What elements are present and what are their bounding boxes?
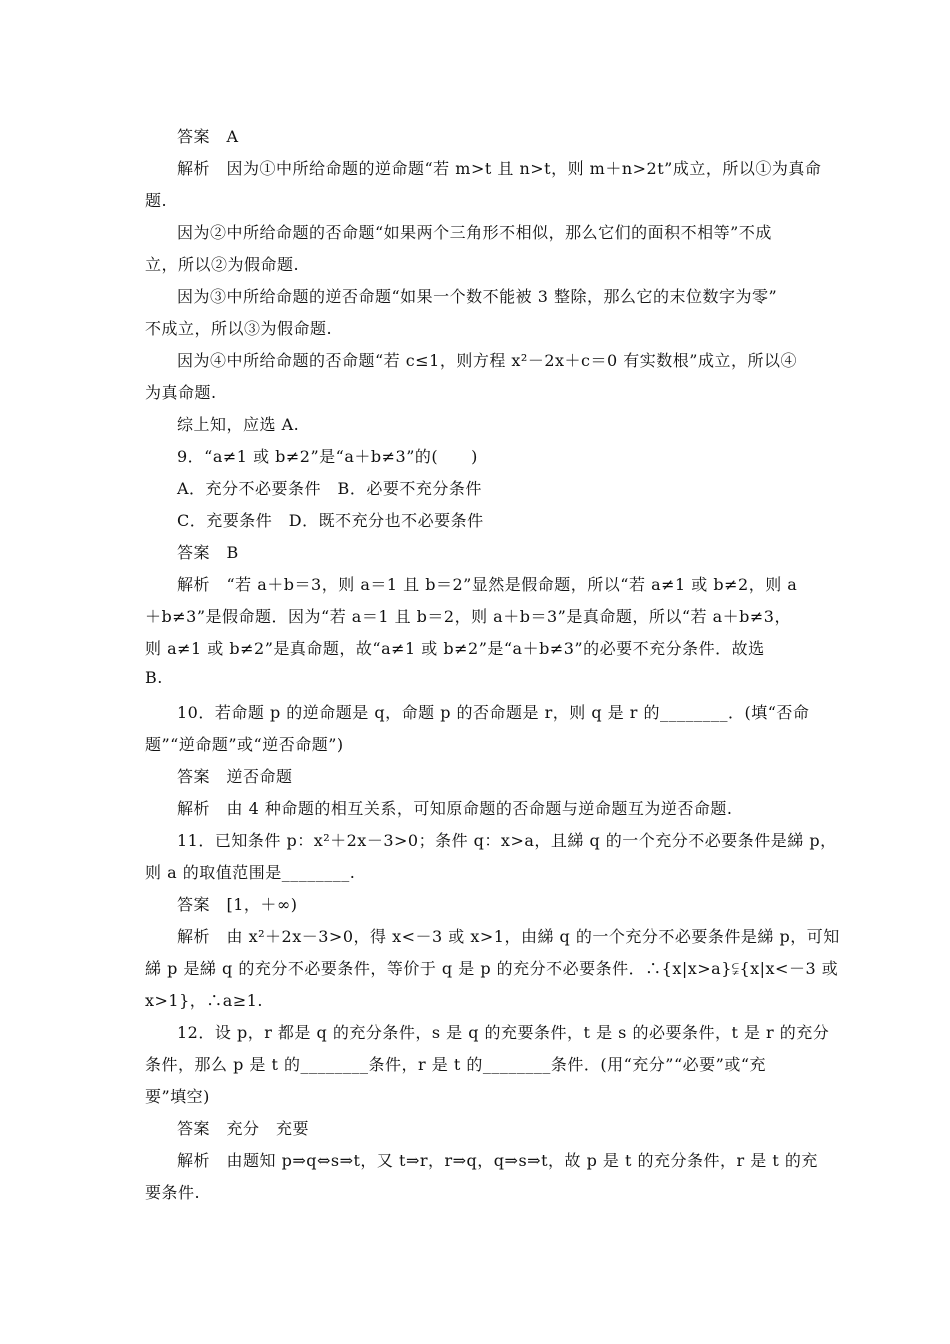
question-10-line-2: 题”“逆命题”或“逆否命题”) [145,735,344,754]
analysis-11-line-2: 綈 p 是綈 q 的充分不必要条件，等价于 q 是 p 的充分不必要条件．∴{x|x>a}⫋{x|x<－3 或 [145,959,839,978]
analysis-8-line-2: 题. [145,191,168,210]
answer-8: 答案 A [177,127,239,146]
answer-11: 答案 [1，＋∞) [177,895,298,914]
analysis-11-line-1: 解析 由 x²＋2x－3>0，得 x<－3 或 x>1，由綈 q 的一个充分不必要条件是綈 p，可知 [177,927,840,946]
analysis-8-line-3: 因为②中所给命题的否命题“如果两个三角形不相似，那么它们的面积不相等”不成 [177,223,772,242]
answer-9: 答案 B [177,543,239,562]
analysis-8-line-1: 解析 因为①中所给命题的逆命题“若 m>t 且 n>t，则 m＋n>2t”成立，所以①为真命 [177,159,822,178]
analysis-12-line-1: 解析 由题知 p⇒q⇔s⇒t，又 t⇒r，r⇒q，q⇒s⇒t，故 p 是 t 的充分条件，r 是 t 的充 [177,1151,818,1170]
analysis-8-line-4: 立，所以②为假命题. [145,255,300,274]
answer-12: 答案 充分 充要 [177,1119,310,1138]
analysis-10: 解析 由 4 种命题的相互关系，可知原命题的否命题与逆命题互为逆否命题. [177,799,733,818]
analysis-12-line-2: 要条件. [145,1183,201,1202]
question-10-line-1: 10．若命题 p 的逆命题是 q，命题 p 的否命题是 r，则 q 是 r 的________．(填“否命 [177,703,810,722]
question-12-line-1: 12．设 p，r 都是 q 的充分条件，s 是 q 的充要条件，t 是 s 的必要条件，t 是 r 的充分 [177,1023,830,1042]
question-11-line-1: 11．已知条件 p：x²＋2x－3>0；条件 q：x>a，且綈 q 的一个充分不必要条件是綈 p， [177,831,837,850]
analysis-9-line-1: 解析 “若 a＋b＝3，则 a＝1 且 b＝2”显然是假命题，所以“若 a≠1 或 b≠2，则 a [177,575,798,594]
analysis-11-line-3: x>1}，∴a≥1. [145,991,264,1010]
analysis-9-line-4: B. [145,668,163,687]
analysis-8-line-7: 因为④中所给命题的否命题“若 c≤1，则方程 x²－2x＋c＝0 有实数根”成立，所以④ [177,351,797,370]
question-9: 9．“a≠1 或 b≠2”是“a＋b≠3”的( ) [177,447,478,466]
question-9-options-ab: A．充分不必要条件 B．必要不充分条件 [177,479,482,498]
analysis-9-line-3: 则 a≠1 或 b≠2”是真命题，故“a≠1 或 b≠2”是“a＋b≠3”的必要不充分条件．故选 [145,639,765,658]
analysis-9-line-2: ＋b≠3”是假命题．因为“若 a＝1 且 b＝2，则 a＋b＝3”是真命题，所以“若 a＋b≠3， [145,607,791,626]
analysis-8-line-8: 为真命题. [145,383,217,402]
question-12-line-3: 要”填空) [145,1087,210,1106]
answer-10: 答案 逆否命题 [177,767,293,786]
question-9-options-cd: C．充要条件 D．既不充分也不必要条件 [177,511,484,530]
analysis-8-line-5: 因为③中所给命题的逆否命题“如果一个数不能被 3 整除，那么它的末位数字为零” [177,287,778,306]
analysis-8-summary: 综上知，应选 A. [177,415,300,434]
question-11-line-2: 则 a 的取值范围是________. [145,863,356,882]
analysis-8-line-6: 不成立，所以③为假命题. [145,319,333,338]
question-12-line-2: 条件，那么 p 是 t 的________条件，r 是 t 的________条件．(用“充分”“必要”或“充 [145,1055,766,1074]
